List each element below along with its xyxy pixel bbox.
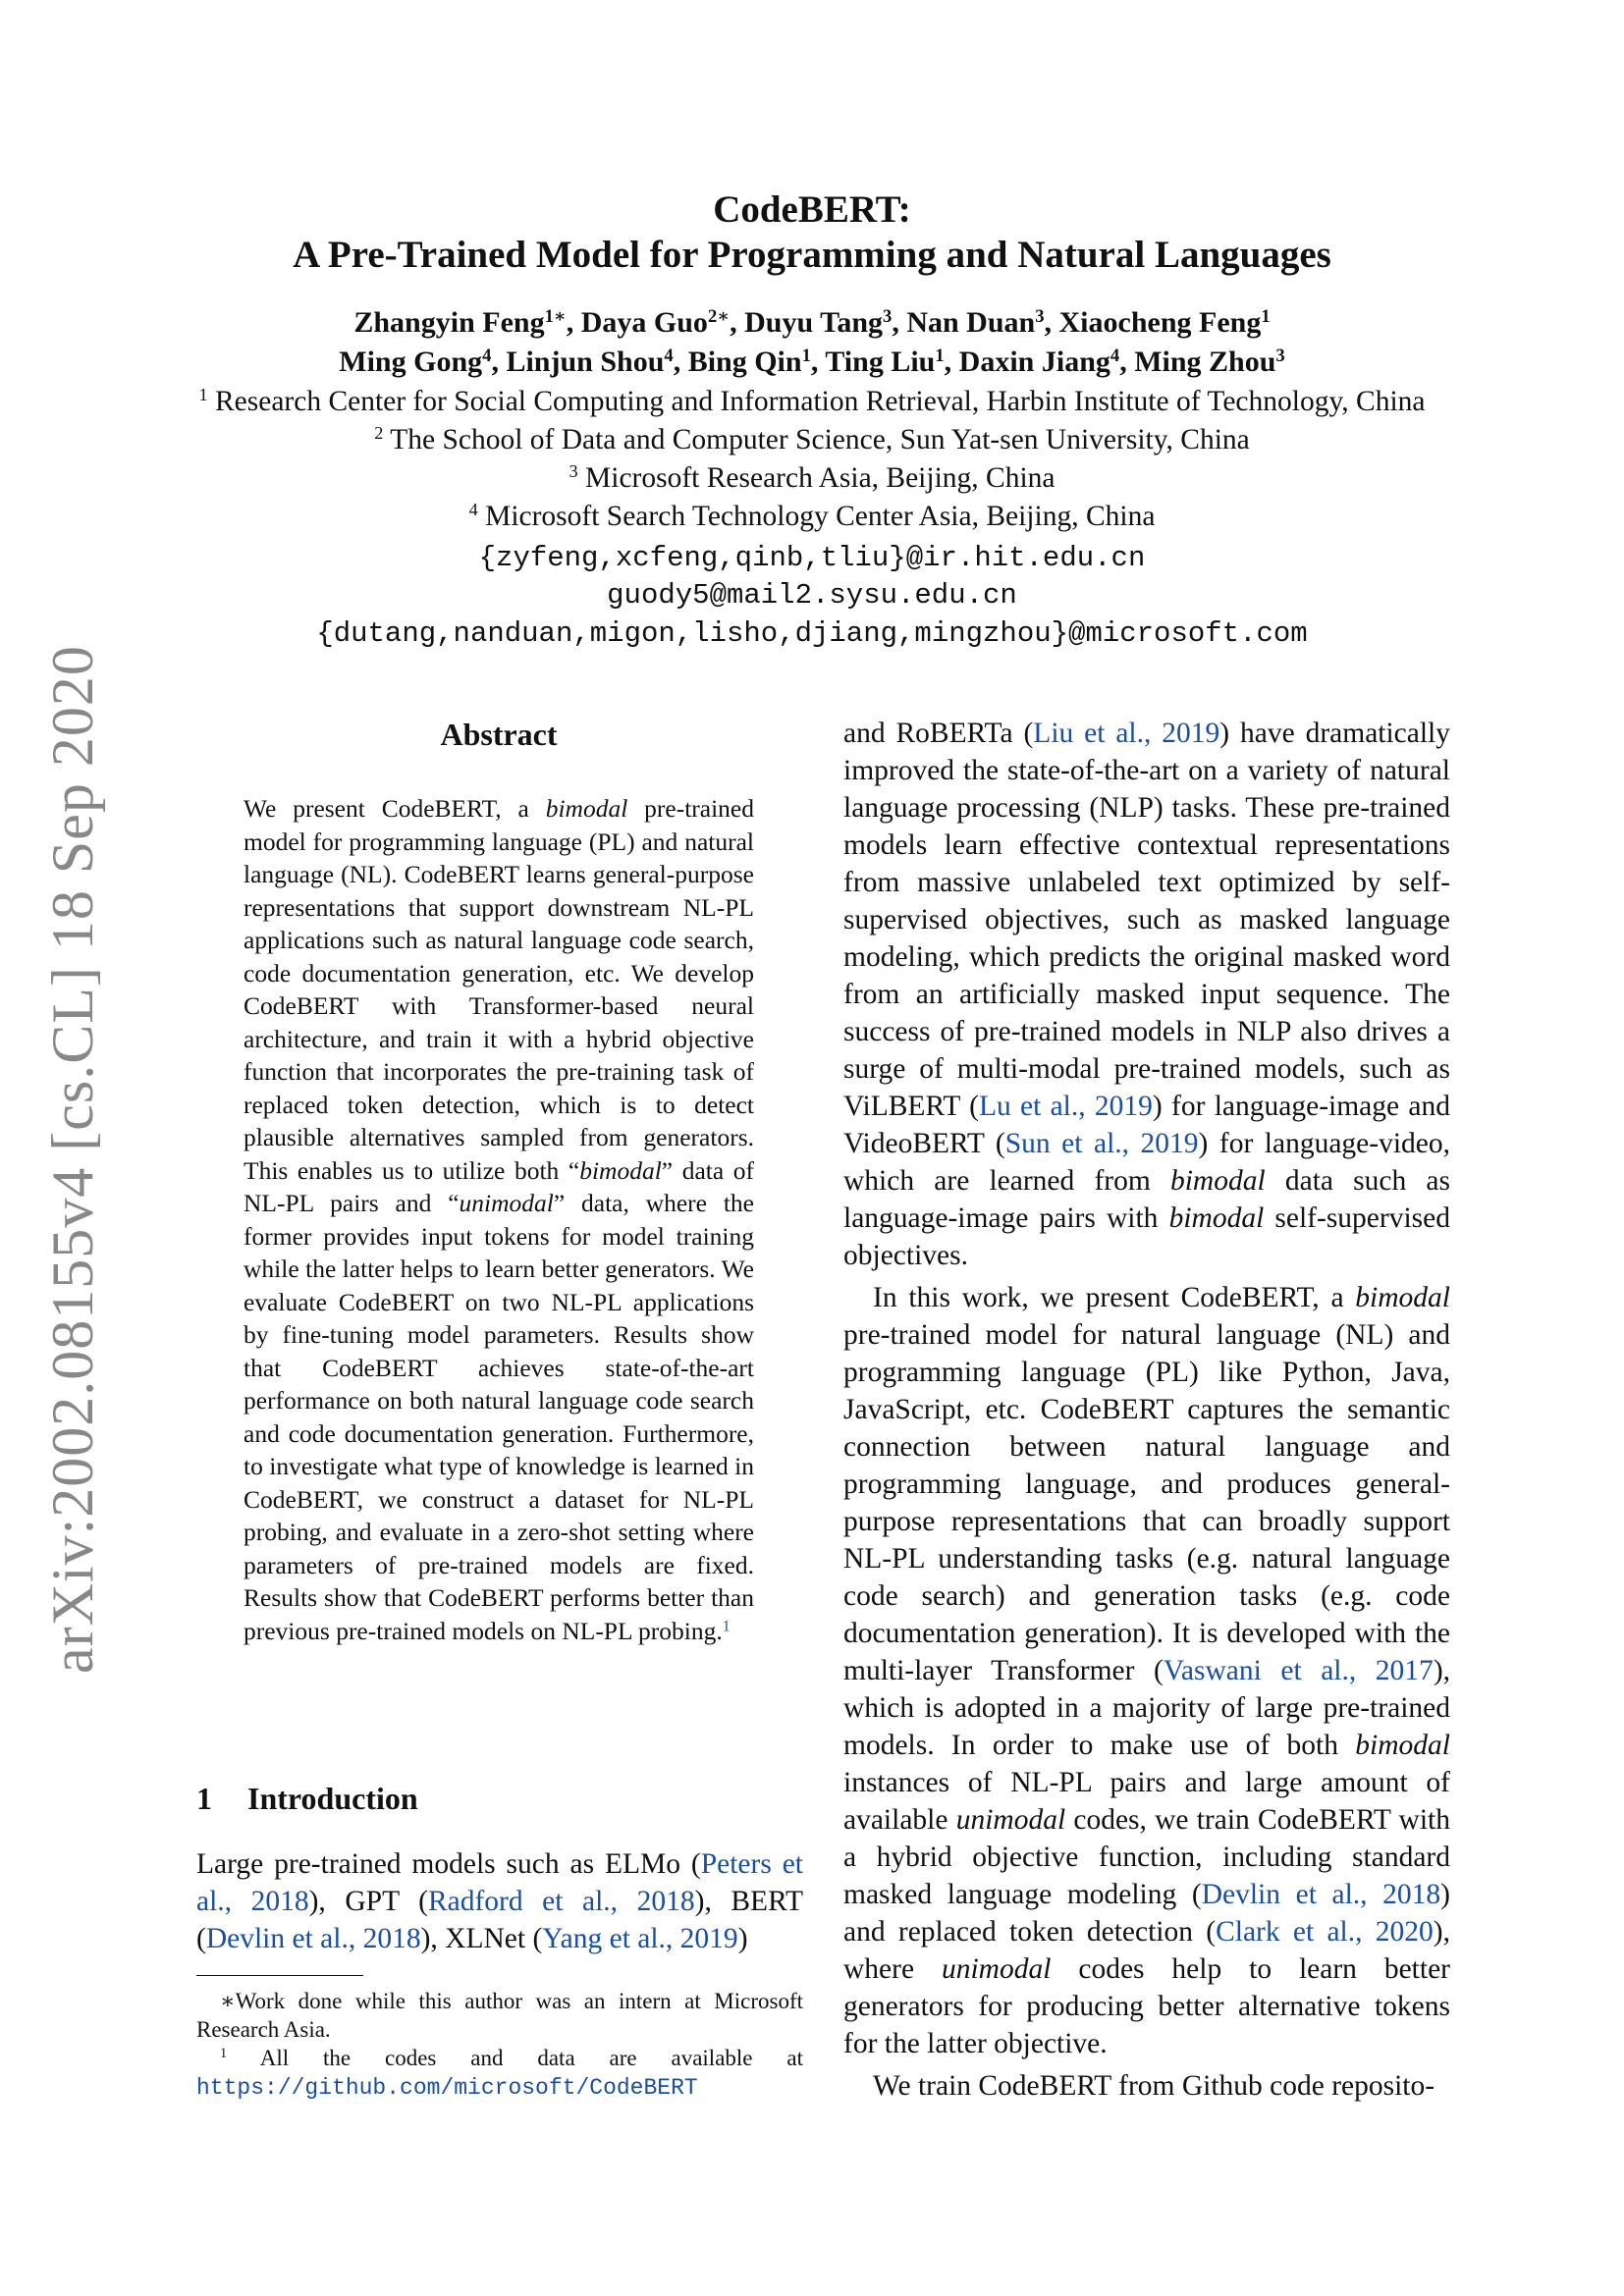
author-affiliation-mark: 4 [482,345,492,366]
footnote-star: ∗Work done while this author was an intern at Microsoft Research Asia. [196,1989,803,2042]
author-name: Bing Qin [687,346,802,378]
introduction-paragraph: Large pre-trained models such as ELMo (Peters et al., 2018), GPT (Radford et al., 2018), BERT (Devlin et al., 2018), XLNet (Yang et al., 2019) [196,1848,803,1954]
author-line-2: Ming Gong$^4$, Linjun Shou$^4$, Bing Qin$^1$, Ting Liu$^1$, Daxin Jiang$^4$, Ming Zhou$^3$ [339,345,1285,378]
paper-title-line2: A Pre-Trained Model for Programming and Natural Languages [293,234,1331,276]
right-column-body [843,715,1450,2105]
affiliation-4 [0,501,1624,533]
affiliation-text: Microsoft Research Asia, Beijing, China [585,462,1056,494]
affiliation-1 [0,386,1624,418]
footnotes [196,1987,803,2103]
author-name: Duyu Tang [744,306,884,339]
github-link[interactable]: https://github.com/microsoft/CodeBERT [196,2075,698,2101]
author-affiliation-mark: 1 [1261,305,1271,327]
author-name: Ming Gong [339,346,483,378]
arxiv-identifier-watermark: arXiv:2002.08155v4 [cs.CL] 18 Sep 2020 [40,645,105,1674]
citation-link[interactable]: Devlin et al., 2018 [1201,1879,1441,1910]
affiliation-2 [0,424,1624,456]
section-number: 1 [196,1781,212,1816]
citation-link[interactable]: Radford et al., 2018 [427,1886,695,1917]
author-affiliation-mark: 3 [1035,305,1045,327]
citation-link[interactable]: Vaswani et al., 2017 [1163,1655,1434,1686]
author-affiliation-mark: 1∗ [544,305,567,327]
affiliation-text: Microsoft Search Technology Center Asia, Beijing, China [485,501,1156,532]
section-title: Introduction [247,1781,418,1816]
paper-title-line1: CodeBERT: [713,188,911,231]
author-affiliation-mark: 1 [801,345,811,366]
affiliation-number: 4 [468,499,478,519]
author-affiliation-mark: 3 [883,305,893,327]
footnote-1: $^1$ All the codes and data are available at https://github.com/microsoft/CodeBERT [196,2046,803,2101]
intro-paragraph-3: We train CodeBERT from Github code reposito- [873,2070,1435,2102]
affiliation-text: Research Center for Social Computing and Information Retrieval, Harbin Institute of Technology, China [214,386,1426,417]
author-name: Ming Zhou [1134,346,1276,378]
author-line-1: Zhangyin Feng$^{1∗}$, Daya Guo$^{2∗}$, Duyu Tang$^3$, Nan Duan$^3$, Xiaocheng Feng$^1$ [353,305,1271,339]
author-name: Daya Guo [580,306,708,339]
intro-paragraph-2: In this work, we present CodeBERT, a bimodal pre-trained model for natural language (NL) and programming language (PL) like Python, Java, JavaScript, etc. CodeBERT captures the semantic connection between natural language and programming language, and produces general-purpose representations that can broadly support NL-PL understanding tasks (e.g. natural language code search) and generation tasks (e.g. code documentation generation). It is developed with the multi-layer Transformer (Vaswani et al., 2017), which is adopted in a majority of large pre-trained models. In order to make use of both bimodal instances of NL-PL pairs and large amount of available unimodal codes, we train CodeBERT with a hybrid objective function, including standard masked language modeling (Devlin et al., 2018) and replaced token detection (Clark et al., 2020), where unimodal codes help to learn better generators for producing better alternative tokens for the latter objective. [843,1282,1451,2059]
section-heading-introduction [196,1781,418,1817]
author-affiliation-mark: 3 [1275,345,1285,366]
citation-link[interactable]: Yang et al., 2019 [542,1923,738,1954]
author-affiliation-mark: 2∗ [707,305,731,327]
citation-link[interactable]: Devlin et al., 2018 [205,1923,421,1954]
abstract-heading: Abstract [440,717,558,752]
author-name: Xiaocheng Feng [1058,306,1262,339]
email-hit: {zyfeng,xcfeng,qinb,tliu}@ir.hit.edu.cn [478,542,1146,574]
footnote-link-1[interactable]: 1 [722,1617,731,1634]
author-affiliation-mark: 4 [1110,345,1120,366]
author-name: Linjun Shou [506,346,665,378]
author-affiliation-mark: 4 [664,345,674,366]
email-sysu: guody5@mail2.sysu.edu.cn [607,579,1017,612]
footnote-divider [196,1975,363,1976]
citation-link[interactable]: Liu et al., 2019 [1033,718,1220,749]
intro-paragraph-1: and RoBERTa (Liu et al., 2019) have dramatically improved the state-of-the-art on a variety of natural language processing (NLP) tasks. These pre-trained models learn effective contextual representations from massive unlabeled text optimized by self-supervised objectives, such as masked language modeling, which predicts the original masked word from an artificially masked input sequence. The success of pre-trained models in NLP also drives a surge of multi-modal pre-trained models, such as ViLBERT (Lu et al., 2019) for language-image and VideoBERT (Sun et al., 2019) for language-video, which are learned from bimodal data such as language-image pairs with bimodal self-supervised objectives. [843,718,1451,1271]
email-microsoft: {dutang,nanduan,migon,lisho,djiang,mingzhou}@microsoft.com [316,617,1308,650]
author-name: Daxin Jiang [958,346,1110,378]
author-name: Ting Liu [825,346,936,378]
affiliation-text: The School of Data and Computer Science, Sun Yat-sen University, China [390,424,1250,455]
author-name: Zhangyin Feng [353,306,545,339]
affiliation-number: 3 [568,460,578,481]
citation-link[interactable]: Sun et al., 2019 [1004,1128,1199,1159]
citation-link[interactable]: Clark et al., 2020 [1216,1916,1434,1948]
affiliation-number: 1 [198,384,208,404]
citation-link[interactable]: Lu et al., 2019 [978,1091,1153,1122]
abstract-body: We present CodeBERT, a bimodal pre-trained model for programming language (PL) and natural language (NL). CodeBERT learns general-purpose representations that support downstream NL-PL applications such as natural language code search, code documentation generation, etc. We develop CodeBERT with Transformer-based neural architecture, and train it with a hybrid objective function that incorporates the pre-training task of replaced token detection, which is to detect plausible alternatives sampled from generators. This enables us to utilize both “bimodal” data of NL-PL pairs and “unimodal” data, where the former provides input tokens for model training while the latter helps to learn better generators. We evaluate CodeBERT on two NL-PL applications by fine-tuning model parameters. Results show that CodeBERT achieves state-of-the-art performance on both natural language code search and code documentation generation. Furthermore, to investigate what type of knowledge is learned in CodeBERT, we construct a dataset for NL-PL probing, and evaluate in a zero-shot setting where parameters of pre-trained models are fixed. Results show that CodeBERT performs better than previous pre-trained models on NL-PL probing.$^1$ [244,794,754,1645]
author-affiliation-mark: 1 [935,345,945,366]
affiliation-number: 2 [374,422,384,443]
author-name: Nan Duan [906,306,1036,339]
affiliation-3 [0,462,1624,495]
citation-link[interactable]: Peters et al., 2018 [196,1848,803,1917]
